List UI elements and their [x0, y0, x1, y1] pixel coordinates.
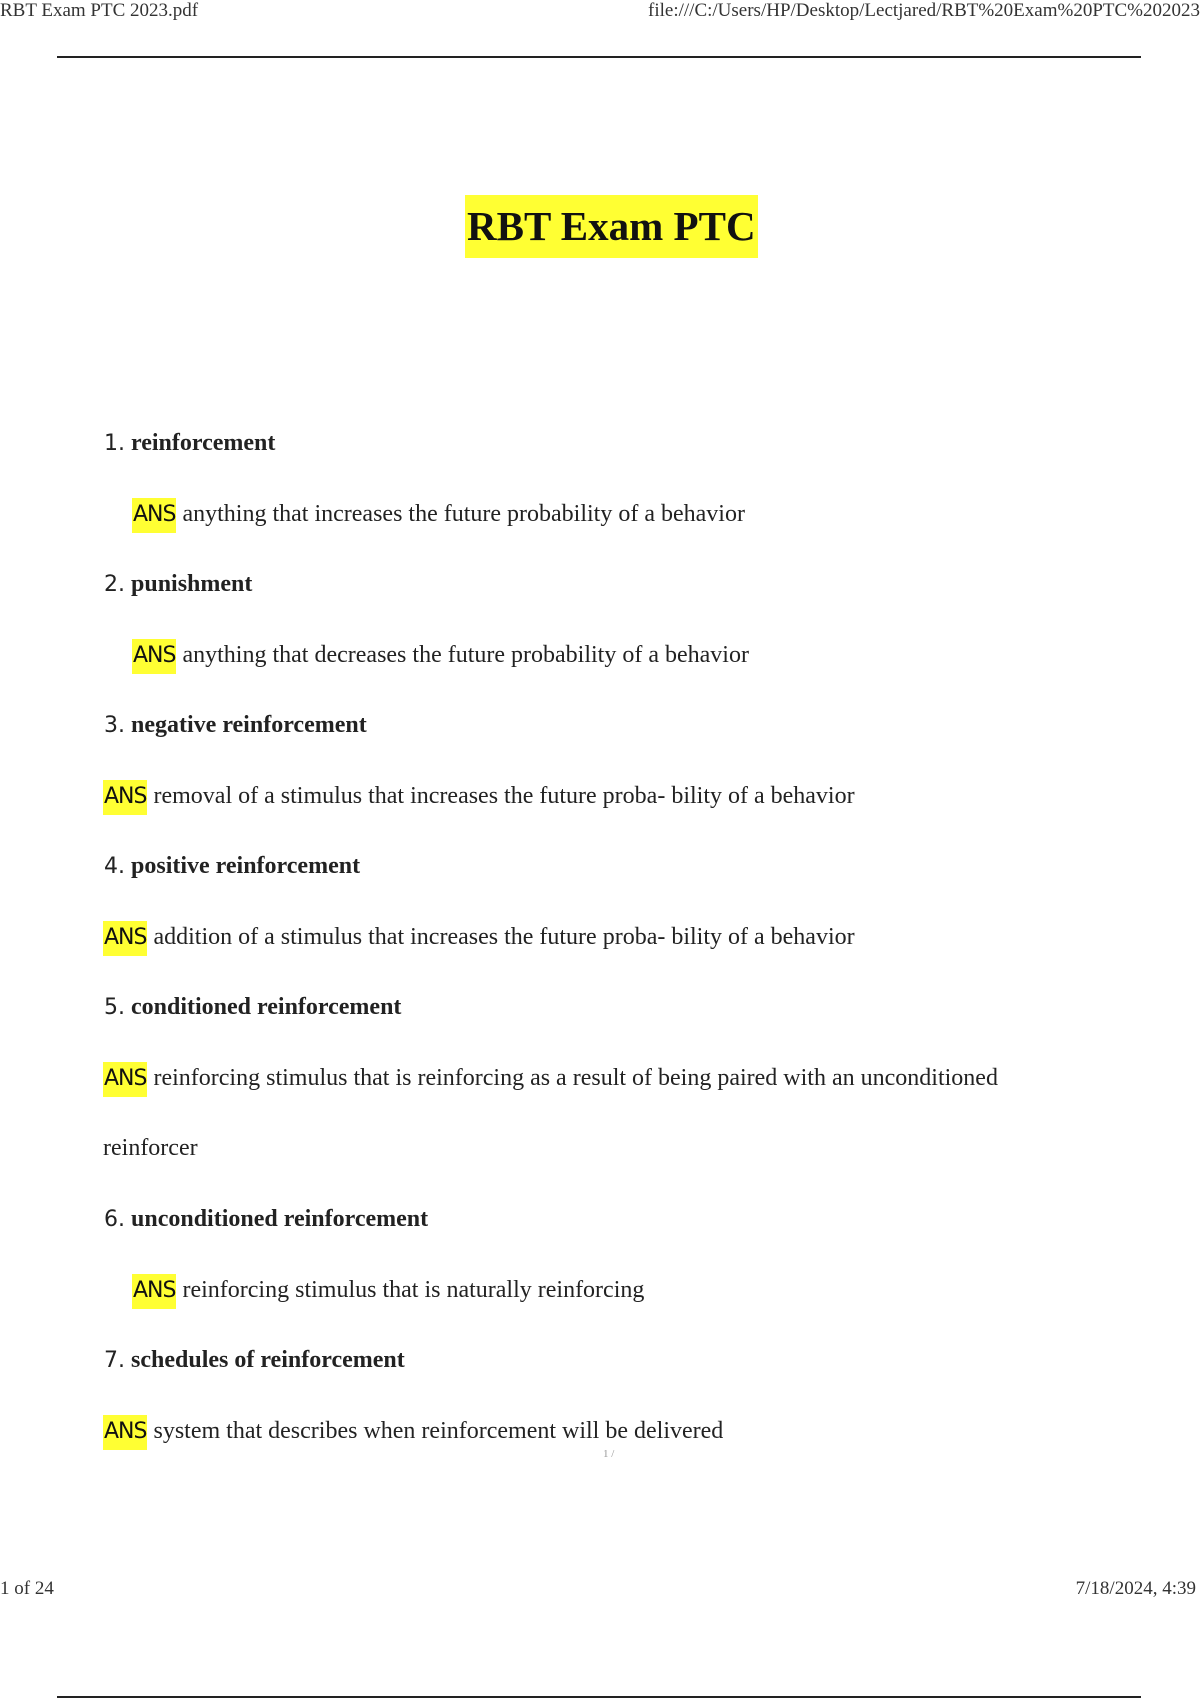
item-number: 4. — [104, 854, 125, 879]
answer-text: anything that decreases the future probability of a behavior — [182, 642, 749, 668]
answer-line — [103, 1062, 998, 1095]
item-number: 1. — [104, 431, 125, 456]
ans-highlight: ANS — [132, 498, 176, 533]
question-item — [104, 991, 401, 1024]
item-number: 5. — [104, 995, 125, 1020]
page-title: RBT Exam PTC — [465, 195, 758, 258]
ans-highlight: ANS — [132, 1274, 176, 1309]
document-title: RBT Exam PTC 2023.pdf — [0, 0, 199, 21]
ans-highlight: ANS — [103, 1415, 147, 1450]
answer-line — [132, 639, 749, 672]
answer-line — [132, 498, 745, 531]
item-term: negative reinforcement — [131, 712, 367, 738]
item-term: positive reinforcement — [131, 853, 361, 879]
question-item — [104, 568, 252, 601]
question-item — [104, 709, 367, 742]
item-number: 7. — [104, 1348, 125, 1373]
answer-line — [103, 1415, 723, 1448]
item-term: conditioned reinforcement — [131, 994, 402, 1020]
ans-highlight: ANS — [103, 780, 147, 815]
question-item — [104, 1203, 428, 1236]
answer-text: addition of a stimulus that increases the future proba- bility of a behavior — [153, 924, 855, 950]
answer-text: reinforcing stimulus that is reinforcing as a result of being paired with an unconditioned — [153, 1065, 998, 1091]
ans-highlight: ANS — [103, 921, 147, 956]
answer-text: system that describes when reinforcement will be delivered — [153, 1418, 724, 1444]
item-term: reinforcement — [131, 430, 276, 456]
answer-continuation: reinforcer — [103, 1135, 198, 1161]
question-item — [104, 1344, 405, 1377]
answer-text: removal of a stimulus that increases the future proba- bility of a behavior — [153, 783, 855, 809]
item-number: 2. — [104, 572, 125, 597]
footer-divider — [57, 1696, 1141, 1698]
item-number: 3. — [104, 713, 125, 738]
item-term: punishment — [131, 571, 253, 597]
question-item — [104, 850, 360, 883]
item-term: unconditioned reinforcement — [131, 1206, 429, 1232]
page-count: 1 of 24 — [0, 1578, 54, 1599]
ans-highlight: ANS — [132, 639, 176, 674]
answer-text: anything that increases the future probability of a behavior — [182, 501, 745, 527]
item-number: 6. — [104, 1207, 125, 1232]
answer-line — [132, 1274, 644, 1307]
item-term: schedules of reinforcement — [131, 1347, 405, 1373]
ans-highlight: ANS — [103, 1062, 147, 1097]
answer-line — [103, 921, 855, 954]
question-item — [104, 427, 275, 460]
print-datetime: 7/18/2024, 4:39 — [1075, 1578, 1196, 1599]
answer-text: reinforcing stimulus that is naturally reinforcing — [182, 1277, 645, 1303]
page-marker: 1 / — [603, 1448, 615, 1460]
file-url: file:///C:/Users/HP/Desktop/Lectjared/RBT%20Exam%20PTC%202023 — [648, 0, 1200, 21]
answer-line — [103, 780, 855, 813]
header-divider — [57, 56, 1141, 58]
